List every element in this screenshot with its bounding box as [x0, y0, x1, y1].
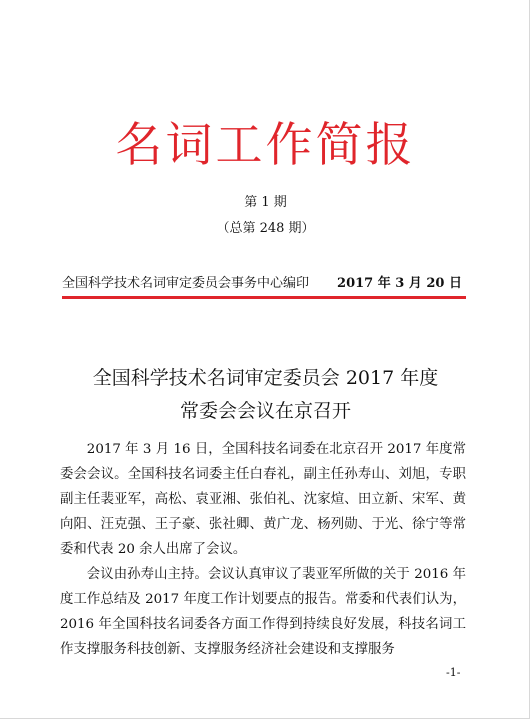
article-headline-line-2: 常委会会议在京召开: [179, 400, 351, 422]
publication-header: [62, 275, 466, 293]
article-headline-line-1: 全国科学技术名词审定委员会 2017 年度: [92, 367, 439, 389]
bulletin-title: 名词工作简报: [115, 118, 416, 173]
total-issue-number: （总第 248 期）: [216, 221, 315, 236]
article-body: [60, 437, 466, 662]
publication-date: 2017 年 3 月 20 日: [337, 276, 462, 291]
issue-number: 第 1 期: [244, 195, 287, 210]
red-divider: [62, 296, 466, 299]
article-paragraph-2: 会议由孙寿山主持。会议认真审议了裴亚军所做的关于 2016 年度工作总结及 2017 年度工作计划要点的报告。常委和代表们认为，2016 年全国科技名词委各方面工作得到持续良好发展，科技名词工作支撑服务科技创新、支撑服务经济社会建设和支撑服务: [60, 567, 466, 657]
article-paragraph-1: 2017 年 3 月 16 日，全国科技名词委在北京召开 2017 年度常委会会议。全国科技名词委主任白春礼，副主任孙寿山、刘旭，专职副主任裴亚军，高松、袁亚湘、张伯礼、沈家煊、田立新、宋军、黄向阳、汪克强、王子豪、张社卿、黄广龙、杨列勋、于光、徐宁等常委和代表 20 余人出席了会议。: [60, 442, 466, 557]
publisher: 全国科学技术名词审定委员会事务中心编印: [62, 276, 310, 291]
page-number: -1-: [446, 666, 461, 679]
